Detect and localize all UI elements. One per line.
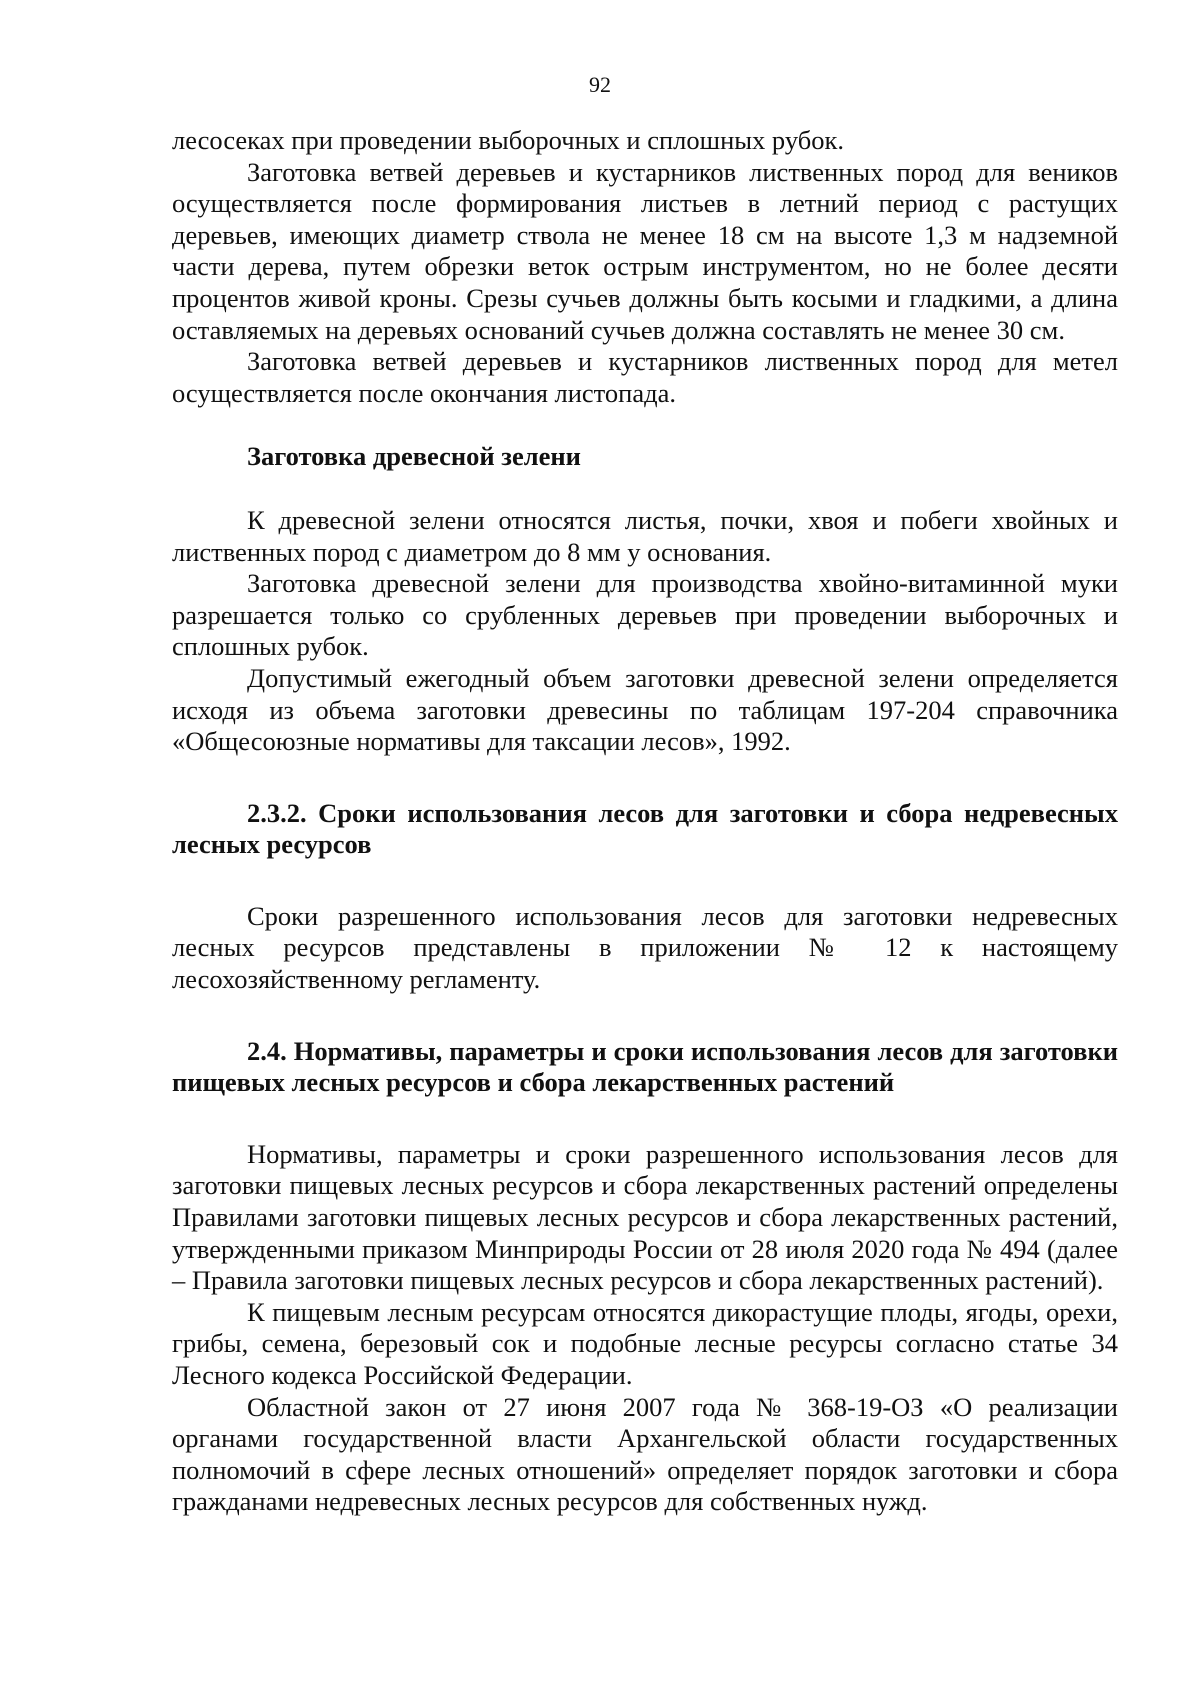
paragraph: Заготовка ветвей деревьев и кустарников лиственных пород для метел осуществляется после окончания листопада. <box>172 346 1118 408</box>
paragraph: К пищевым лесным ресурсам относятся дикорастущие плоды, ягоды, орехи, грибы, семена, березовый сок и подобные лесные ресурсы согласно статье 34 Лесного кодекса Российской Федерации. <box>172 1296 1118 1390</box>
paragraph: Нормативы, параметры и сроки разрешенного использования лесов для заготовки пищевых лесных ресурсов и сбора лекарственных растений определены Правилами заготовки пищевых лесных ресурсов и сбора лекарственных растений, утвержденными приказом Минприроды России от 28 июля 2020 года № 494 (далее – Правила заготовки пищевых лесных ресурсов и сбора лекарственных растений). <box>172 1138 1118 1296</box>
paragraph: Допустимый ежегодный объем заготовки древесной зелени определяется исходя из объема заготовки древесины по таблицам 197-204 справочника «Общесоюзные нормативы для таксации лесов», 1992. <box>172 662 1118 757</box>
paragraph: Заготовка древесной зелени для производства хвойно-витаминной муки разрешается только со срубленных деревьев при проведении выборочных и сплошных рубок. <box>172 568 1118 662</box>
paragraph: Сроки разрешенного использования лесов для заготовки недревесных лесных ресурсов представлены в приложении № 12 к настоящему лесохозяйственному регламенту. <box>172 900 1118 995</box>
section-heading: 2.3.2. Сроки использования лесов для заготовки и сбора недревесных лесных ресурсов <box>172 797 1118 860</box>
spacer <box>172 758 1118 798</box>
paragraph: Заготовка ветвей деревьев и кустарников лиственных пород для веников осуществляется после формирования листьев в летний период с растущих деревьев, имеющих диаметр ствола не менее 18 см на высоте 1,3 м надземной части дерева, путем обрезки веток острым инструментом, но не более десяти процентов живой кроны. Срезы сучьев должны быть косыми и гладкими, а длина оставляемых на деревьях оснований сучьев должна составлять не менее 30 см. <box>172 156 1118 345</box>
spacer <box>172 1099 1118 1139</box>
document-body <box>172 125 1118 1518</box>
spacer <box>172 861 1118 901</box>
page-number: 92 <box>589 72 611 97</box>
paragraph: К древесной зелени относятся листья, почки, хвоя и побеги хвойных и лиственных пород с диаметром до 8 мм у основания. <box>172 504 1118 567</box>
paragraph: Областной закон от 27 июня 2007 года № 368-19-ОЗ «О реализации органами государственной власти Архангельской области государственных полномочий в сфере лесных отношений» определяет порядок заготовки и сбора гражданами недревесных лесных ресурсов для собственных нужд. <box>172 1391 1118 1517</box>
spacer <box>172 996 1118 1036</box>
section-heading: 2.4. Нормативы, параметры и сроки использования лесов для заготовки пищевых лесных ресурсов и сбора лекарственных растений <box>172 1035 1118 1098</box>
paragraph: лесосеках при проведении выборочных и сплошных рубок. <box>172 125 844 155</box>
spacer <box>172 409 1118 441</box>
section-heading: Заготовка древесной зелени <box>247 441 581 472</box>
spacer <box>172 473 1118 505</box>
